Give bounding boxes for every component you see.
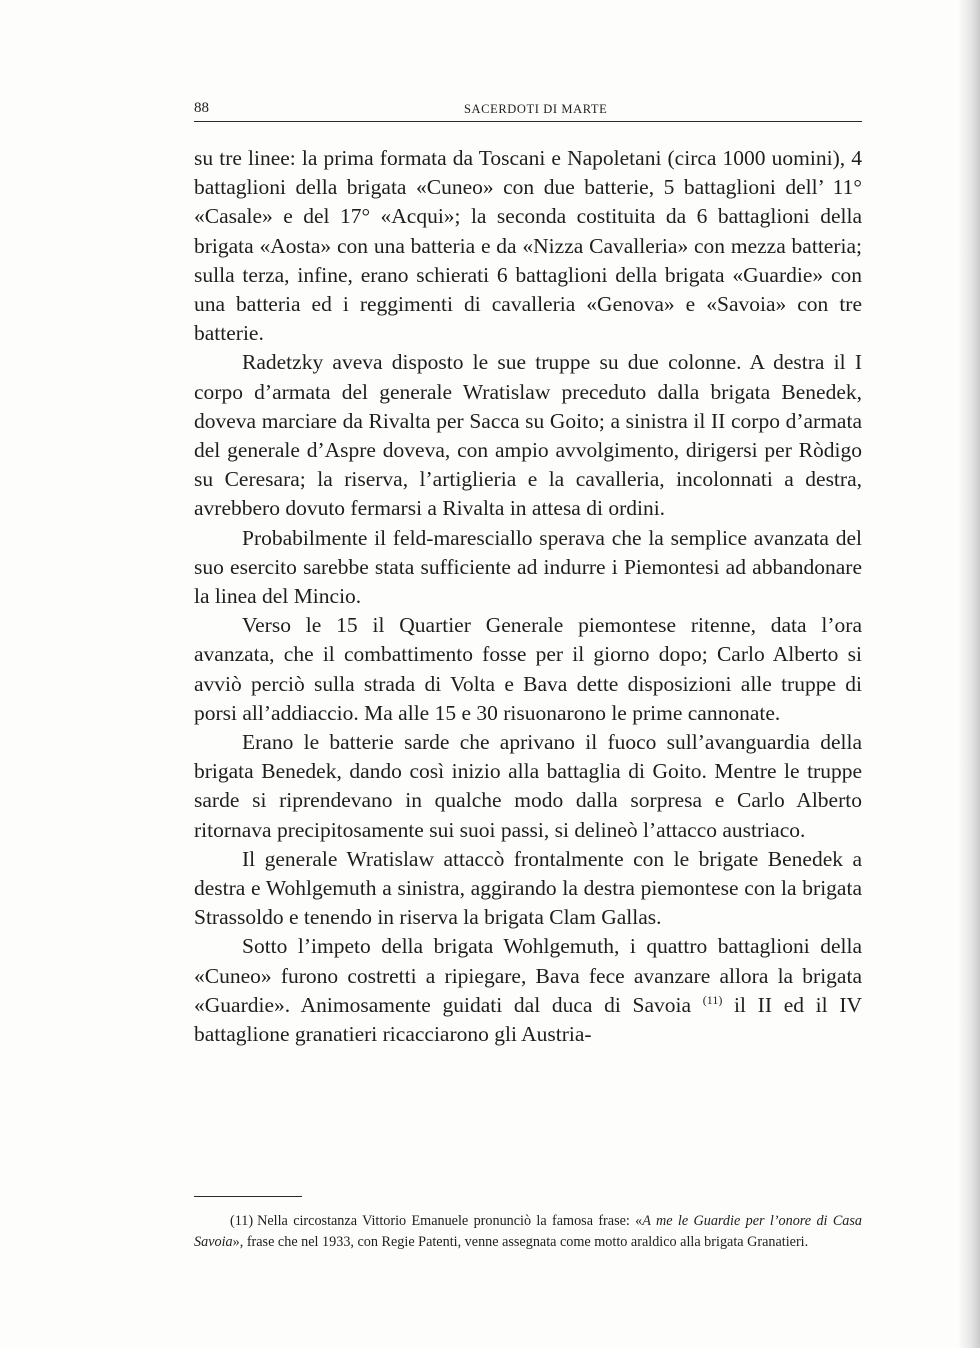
- paragraph-6: Il generale Wratislaw attaccò frontalmente con le brigate Benedek a destra e Wohlgemuth a sinistra, aggirando la destra piemontese con la brigata Strassoldo e tenendo in riserva la brigata Clam Gallas.: [194, 846, 862, 930]
- footnote-separator: [194, 1196, 302, 1197]
- footnotes: [194, 1211, 862, 1253]
- footnote-marker: (11): [230, 1213, 254, 1229]
- footnote-11: [194, 1211, 862, 1253]
- paragraph-7: [194, 932, 862, 1049]
- paragraph-4: Verso le 15 il Quartier Generale piemontese ritenne, data l’ora avanzata, che il combattimento fosse per il giorno dopo; Carlo Alberto si avviò perciò sulla strada di Volta e Bava dette disposizioni alle truppe di porsi all’addiaccio. Ma alle 15 e 30 risuonarono le prime cannonate.: [194, 613, 862, 725]
- page-edge-shadow: [958, 0, 980, 1348]
- footnote-text-before: Nella circostanza Vittorio Emanuele pronunciò la famosa frase: «: [257, 1213, 643, 1229]
- page-number: 88: [194, 100, 209, 116]
- footnote-text-after: », frase che nel 1933, con Regie Patenti, venne assegnata come motto araldico alla brigata Granatieri.: [232, 1234, 809, 1250]
- paragraph-7-continuation: il II ed il IV battaglione granatieri ricacciarono gli Austria-: [194, 992, 863, 1047]
- paragraph-1: su tre linee: la prima formata da Toscani e Napoletani (circa 1000 uomini), 4 battaglioni della brigata «Cuneo» con due batterie, 5 battaglioni dell’ 11° «Casale» e del 17° «Acqui»; la seconda costituita da 6 battaglioni della brigata «Aosta» con una batteria e da «Nizza Cavalleria» con mezza batteria; sulla terza, infine, erano schierati 6 battaglioni della brigata «Guardie» con una batteria ed i reggimenti di cavalleria «Genova» e «Savoia» con tre batterie.: [194, 146, 862, 346]
- footnote-quote: A me le Guardie per l’onore di Casa Savoia: [194, 1213, 862, 1250]
- paragraph-2: Radetzky aveva disposto le sue truppe su due colonne. A destra il I corpo d’armata del generale Wratislaw preceduto dalla brigata Benedek, doveva marciare da Rivalta per Sacca su Goito; a sinistra il II corpo d’armata del generale d’Aspre doveva, con ampio avvolgimento, dirigersi per Ròdigo su Ceresara; la riserva, l’artiglieria e la cavalleria, incolonnati a destra, avrebbero dovuto fermarsi a Rivalta in attesa di ordini.: [194, 350, 862, 521]
- paragraph-5: Erano le batterie sarde che aprivano il fuoco sull’avanguardia della brigata Benedek, dando così inizio alla battaglia di Goito. Mentre le truppe sarde si riprendevano in qualche modo dalla sorpresa e Carlo Alberto ritornava precipitosamente sui suoi passi, si delineò l’attacco austriaco.: [194, 730, 862, 842]
- paragraph-7-text: Sotto l’impeto della brigata Wohlgemuth, i quattro battaglioni della «Cuneo» furono costretti a ripiegare, Bava fece avanzare allora la brigata «Guardie». Animosamente guidati dal duca di Savoia: [194, 934, 862, 1017]
- footnote-reference[interactable]: (11): [702, 992, 723, 1007]
- body-text: [194, 144, 862, 1049]
- running-title: SACERDOTI DI MARTE: [464, 102, 608, 116]
- page-header: [194, 99, 862, 122]
- paragraph-3: Probabilmente il feld-maresciallo sperava che la semplice avanzata del suo esercito sarebbe stata sufficiente ad indurre i Piemontesi ad abbandonare la linea del Mincio.: [194, 525, 862, 609]
